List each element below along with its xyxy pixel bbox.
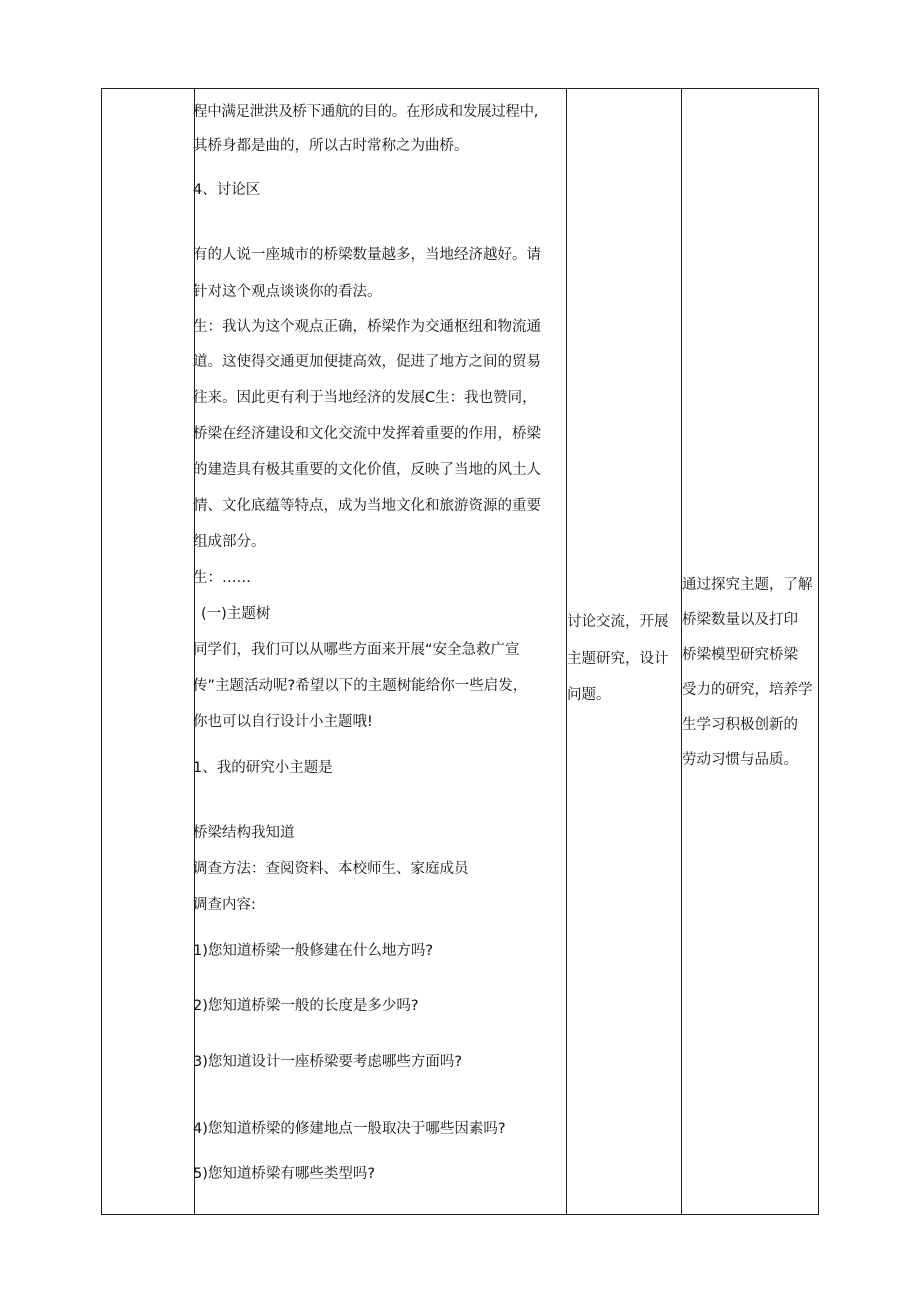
- content-line: 其桥身都是曲的，所以古时常称之为曲桥。: [193, 138, 469, 154]
- survey-question: 4)您知道桥梁的修建地点一般取决于哪些因素吗?: [193, 1121, 506, 1137]
- intent-line: 通过探究主题，了解: [682, 577, 813, 593]
- content-line: 的建造具有极其重要的文化价值，反映了当地的风土人: [193, 462, 541, 478]
- content-line: 程中满足泄洪及桥下通航的目的。在形成和发展过程中,: [193, 104, 539, 120]
- intent-line: 生学习积极创新的: [682, 717, 798, 733]
- activity-line: 讨论交流，开展: [567, 614, 669, 630]
- content-line: 桥梁在经济建设和文化交流中发挥着重要的作用，桥梁: [193, 426, 541, 442]
- content-line: 传”主题活动呢?希望以下的主题树能给你一些启发，: [193, 678, 528, 694]
- content-line: 你也可以自行设计小主题哦!: [193, 714, 373, 730]
- activity-line: 问题。: [567, 687, 611, 703]
- intent-line: 劳动习惯与品质。: [682, 752, 798, 768]
- intent-line: 受力的研究，培养学: [682, 682, 813, 698]
- content-line: 生：我认为这个观点正确，桥梁作为交通枢纽和物流通: [193, 319, 541, 335]
- survey-question: 5)您知道桥梁有哪些类型吗?: [193, 1166, 376, 1182]
- section-heading: (一)主题树: [201, 606, 271, 622]
- activity-line: 主题研究，设计: [567, 651, 669, 667]
- content-line: 调查内容:: [193, 897, 256, 913]
- content-line: 桥梁结构我知道: [193, 825, 295, 841]
- survey-question: 1)您知道桥梁一般修建在什么地方吗?: [193, 943, 434, 959]
- content-line: 针对这个观点谈谈你的看法。: [193, 284, 382, 300]
- content-line: 调查方法：查阅资料、本校师生、家庭成员: [193, 861, 469, 877]
- content-line: 同学们，我们可以从哪些方面来开展“安全急救广宣: [193, 642, 520, 658]
- content-line: 往来。因此更有利于当地经济的发展C生：我也赞同，: [193, 390, 537, 406]
- section-heading: 4、讨论区: [193, 182, 261, 198]
- content-line: 有的人说一座城市的桥梁数量越多，当地经济越好。请: [193, 247, 541, 263]
- content-line: 道。这使得交通更加便捷高效，促进了地方之间的贸易: [193, 354, 541, 370]
- survey-question: 3)您知道设计一座桥梁要考虑哪些方面吗?: [193, 1054, 463, 1070]
- content-line: 情、文化底蕴等特点，成为当地文化和旅游资源的重要: [193, 498, 541, 514]
- content-line: 生：……: [193, 570, 251, 586]
- section-heading: 1、我的研究小主题是: [193, 760, 333, 776]
- content-line: 组成部分。: [193, 534, 266, 550]
- intent-line: 桥梁模型研究桥梁: [682, 647, 798, 663]
- intent-line: 桥梁数量以及打印: [682, 612, 798, 628]
- survey-question: 2)您知道桥梁一般的长度是多少吗?: [193, 998, 419, 1014]
